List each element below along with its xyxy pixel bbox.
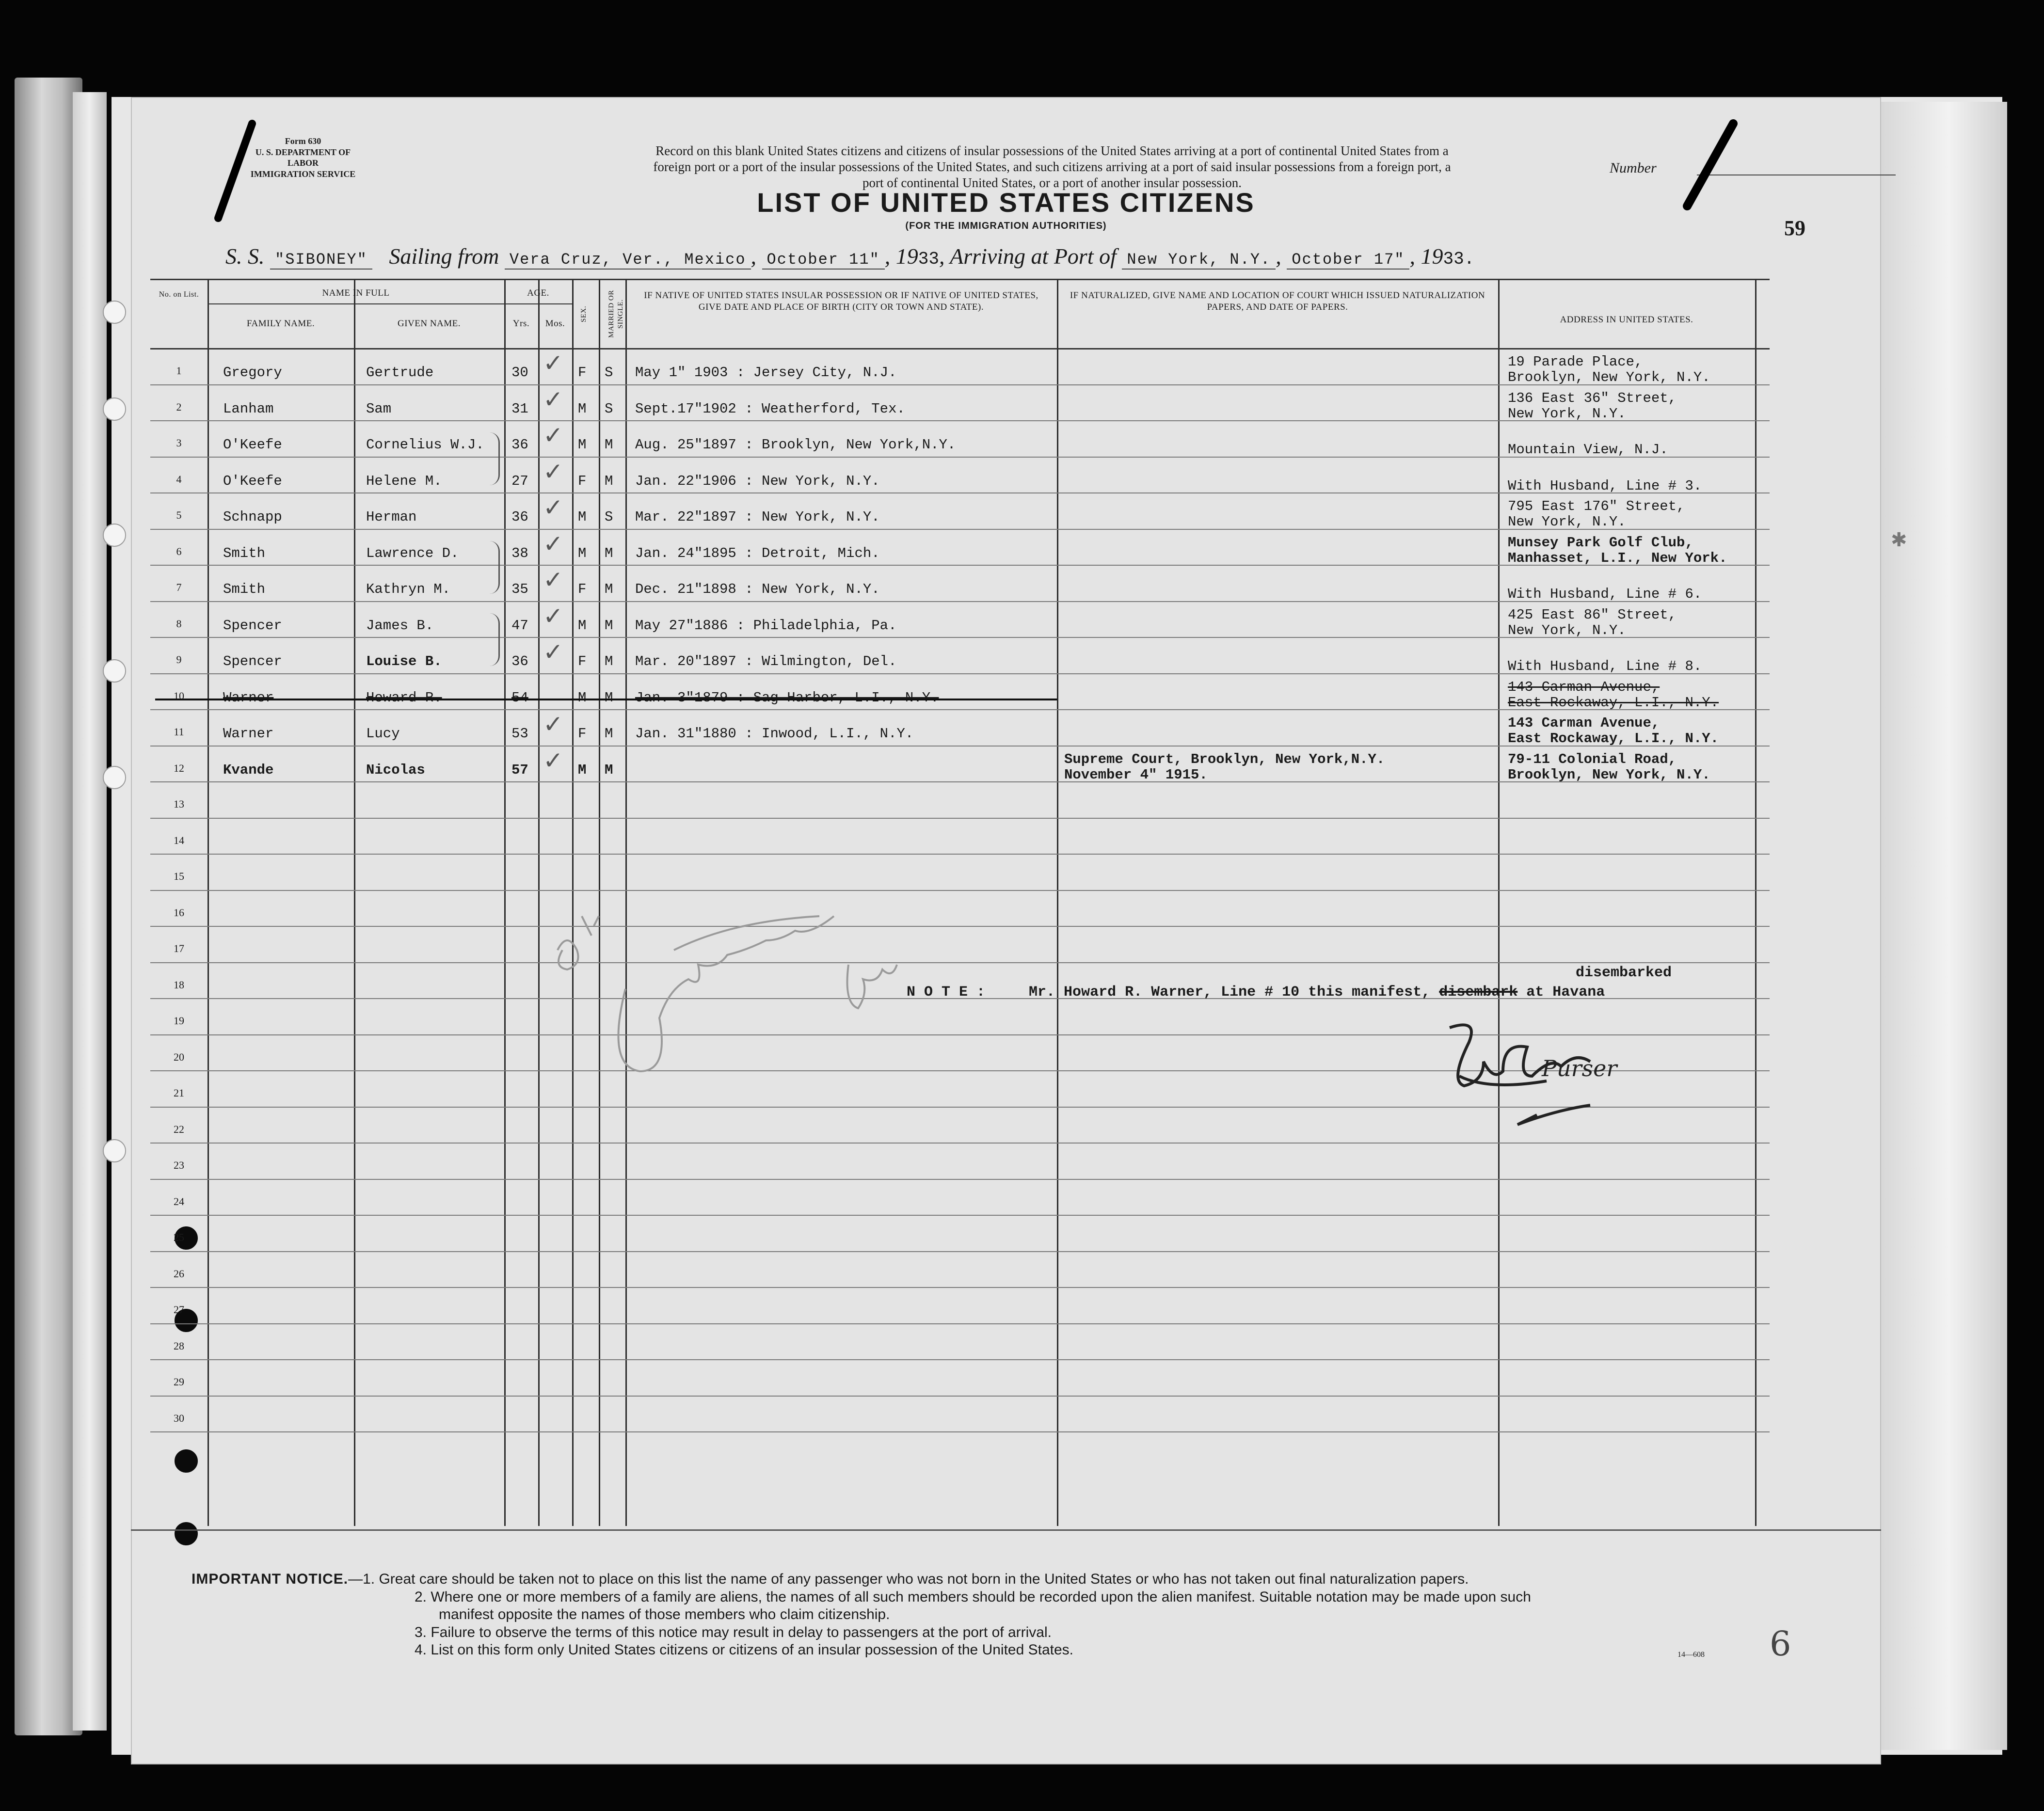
family-name: O'Keefe — [223, 437, 282, 453]
notice-item-3: 3. Failure to observe the terms of this notice may result in delay to passengers at the port of arrival. — [415, 1624, 1052, 1640]
notice-label: IMPORTANT NOTICE. — [192, 1571, 349, 1587]
row-number: 17 — [174, 942, 184, 954]
given-name: Herman — [366, 509, 417, 525]
given-name: James B. — [366, 617, 434, 634]
row-number: 16 — [174, 906, 184, 919]
address-line-1: 79-11 Colonial Road, — [1508, 751, 1677, 767]
row-number: 10 — [174, 689, 184, 702]
sex: F — [578, 653, 587, 669]
age-years: 54 — [511, 689, 528, 706]
age-years: 53 — [511, 726, 528, 742]
signature-title: Purser — [1542, 1055, 1617, 1081]
row-number: 5 — [176, 509, 182, 521]
sex: M — [578, 400, 587, 417]
age-years: 30 — [511, 365, 528, 381]
family-group-bracket — [490, 541, 500, 594]
row-rule — [150, 1359, 1770, 1360]
naturalization-date: November 4" 1915. — [1064, 766, 1208, 783]
punch-hole — [103, 1139, 126, 1162]
manifest-note — [907, 984, 1605, 1001]
page-number: 59 — [1784, 216, 1805, 240]
note-struck-word: disembark — [1439, 984, 1518, 1001]
given-name: Kathryn M. — [366, 581, 451, 597]
arrival-date: October 17" — [1287, 251, 1409, 270]
col-header-family-name: FAMILY NAME. — [246, 318, 315, 329]
family-name: Kvande — [223, 762, 274, 778]
row-rule — [150, 1431, 1770, 1432]
given-name: Lucy — [366, 726, 400, 742]
given-name: Louise B. — [366, 653, 442, 669]
number-label: Number — [1610, 160, 1657, 176]
row-number: 23 — [174, 1159, 184, 1171]
age-years: 38 — [511, 545, 528, 561]
binder-edge — [73, 92, 107, 1731]
given-name: Sam — [366, 400, 392, 417]
address-line-2: Brooklyn, New York, N.Y. — [1508, 369, 1710, 385]
row-number: 18 — [174, 978, 184, 991]
given-name: Lawrence D. — [366, 545, 459, 561]
age-years: 36 — [511, 437, 528, 453]
row-number: 3 — [176, 437, 182, 449]
marital-status: M — [605, 473, 613, 489]
col-header-years: Yrs. — [512, 318, 530, 329]
departure-port: Vera Cruz, Ver., Mexico — [505, 251, 751, 270]
check-mark-icon: ✓ — [543, 385, 563, 413]
address-line-2: New York, N.Y. — [1508, 622, 1626, 638]
page-subtitle: (FOR THE IMMIGRATION AUTHORITIES) — [905, 221, 1107, 231]
row-number: 27 — [174, 1303, 184, 1316]
address-line-2: New York, N.Y. — [1508, 405, 1626, 422]
arrival-port: New York, N.Y. — [1122, 251, 1276, 270]
marital-status: M — [605, 726, 613, 742]
row-number: 28 — [174, 1339, 184, 1352]
punch-hole — [103, 524, 126, 547]
family-group-bracket — [490, 432, 500, 485]
birth-info: May 1" 1903 : Jersey City, N.J. — [635, 365, 897, 381]
sex: M — [578, 509, 587, 525]
marital-status: M — [605, 689, 613, 706]
birth-info: Mar. 20"1897 : Wilmington, Del. — [635, 653, 897, 669]
check-mark-icon: ✓ — [543, 349, 563, 377]
birth-info: Jan. 3"1879 : Sag Harbor, L.I., N.Y. — [635, 689, 939, 706]
check-mark-icon: ✓ — [543, 457, 563, 486]
row-rule — [150, 1179, 1770, 1180]
col-header-name: NAME IN FULL — [322, 288, 390, 298]
age-years: 36 — [511, 653, 528, 669]
birth-info: Sept.17"1902 : Weatherford, Tex. — [635, 400, 905, 417]
service-name: IMMIGRATION SERVICE — [250, 169, 356, 179]
sex: M — [578, 437, 587, 453]
marital-status: M — [605, 617, 613, 634]
age-years: 36 — [511, 509, 528, 525]
note-text: Mr. Howard R. Warner, Line # 10 this manifest, — [1029, 984, 1431, 1001]
row-number: 9 — [176, 653, 182, 666]
note-label: N O T E : — [907, 984, 986, 1001]
check-mark-icon: ✓ — [543, 710, 563, 738]
pencil-annotations — [548, 911, 984, 1096]
passenger-table — [150, 279, 1770, 1526]
marital-status: M — [605, 762, 613, 778]
marital-status: M — [605, 437, 613, 453]
age-years: 35 — [511, 581, 528, 597]
address-line-2: With Husband, Line # 8. — [1508, 658, 1702, 674]
punch-hole — [103, 301, 126, 324]
row-number: 25 — [174, 1231, 184, 1243]
row-rule — [150, 1323, 1770, 1324]
address-line-2: With Husband, Line # 3. — [1508, 477, 1702, 494]
row-number: 13 — [174, 798, 184, 810]
notice-item-4: 4. List on this form only United States citizens or citizens of an insular possession of the United States. — [415, 1642, 1074, 1658]
row-rule — [150, 1396, 1770, 1397]
address-line-1: 795 East 176" Street, — [1508, 498, 1685, 514]
sex: M — [578, 617, 587, 634]
age-years: 27 — [511, 473, 528, 489]
row-number: 20 — [174, 1050, 184, 1063]
punch-hole — [103, 766, 126, 789]
row-number: 30 — [174, 1412, 184, 1424]
birth-info: Mar. 22"1897 : New York, N.Y. — [635, 509, 880, 525]
address-line-2: Mountain View, N.J. — [1508, 442, 1668, 458]
row-number: 26 — [174, 1267, 184, 1280]
row-rule — [150, 1251, 1770, 1252]
ss-label: S. S. — [225, 244, 265, 269]
adjacent-page-edge — [1862, 102, 2007, 1750]
col-header-marital: MARRIED OR SINGLE. — [607, 290, 624, 338]
sex: F — [578, 473, 587, 489]
family-name: Smith — [223, 581, 266, 597]
check-mark-icon: ✓ — [543, 638, 563, 666]
birth-info: Aug. 25"1897 : Brooklyn, New York,N.Y. — [635, 437, 956, 453]
birth-info: Jan. 24"1895 : Detroit, Mich. — [635, 545, 880, 561]
row-number: 15 — [174, 870, 184, 882]
age-years: 57 — [511, 762, 528, 778]
given-name: Helene M. — [366, 473, 442, 489]
sex: F — [578, 365, 587, 381]
check-mark-icon: ✓ — [543, 493, 563, 522]
ship-name: "SIBONEY" — [270, 251, 372, 270]
sex: M — [578, 689, 587, 706]
punch-hole — [103, 659, 126, 683]
notice-item-2-continued: manifest opposite the names of those members who claim citizenship. — [439, 1606, 890, 1623]
check-mark-icon: ✓ — [543, 421, 563, 449]
check-mark-icon: ✓ — [543, 566, 563, 594]
col-header-address: ADDRESS IN UNITED STATES. — [1560, 315, 1693, 325]
address-line-1: 425 East 86" Street, — [1508, 606, 1677, 623]
family-name: Lanham — [223, 400, 274, 417]
department-name: U. S. DEPARTMENT OF LABOR — [255, 147, 351, 168]
address-line-1: 143 Carman Avenue, — [1508, 715, 1660, 731]
address-line-2: With Husband, Line # 6. — [1508, 586, 1702, 602]
strike-line — [155, 699, 1057, 700]
row-number: 12 — [174, 762, 184, 774]
row-rule — [150, 854, 1770, 855]
naturalization-court: Supreme Court, Brooklyn, New York,N.Y. — [1064, 751, 1385, 767]
col-header-sex: SEX. — [580, 305, 588, 323]
row-number: 8 — [176, 617, 182, 630]
punch-hole — [103, 397, 126, 421]
important-notice — [192, 1571, 1840, 1659]
birth-info: Dec. 21"1898 : New York, N.Y. — [635, 581, 880, 597]
row-rule — [150, 890, 1770, 891]
sex: M — [578, 762, 587, 778]
col-header-birth: IF NATIVE OF UNITED STATES INSULAR POSSESSION OR IF NATIVE OF UNITED STATES, GIVE DATE AND PLACE OF BIRTH (CITY OR TOWN AND STATE). — [644, 290, 1038, 312]
family-group-bracket — [490, 613, 500, 666]
departure-date: October 11" — [762, 251, 885, 270]
address-line-2: Brooklyn, New York, N.Y. — [1508, 766, 1710, 783]
marital-status: M — [605, 545, 613, 561]
form-instructions: Record on this blank United States citizens and citizens of insular possessions of the United States arriving at a port of continental United States from a foreign port or a port of the insular possessions of the United States, and such citizens arriving at a port of said insular possessions from a foreign port, a port of continental United States, or a port of another insular possession. — [653, 143, 1451, 190]
col-header-naturalization: IF NATURALIZED, GIVE NAME AND LOCATION OF COURT WHICH ISSUED NATURALIZATION PAPERS, AND DATE OF PAPERS. — [1070, 290, 1485, 312]
row-number: 29 — [174, 1376, 184, 1388]
section-divider — [131, 1529, 1881, 1531]
binder-spine — [15, 78, 82, 1735]
row-rule — [150, 1215, 1770, 1216]
address-line-1: 136 East 36" Street, — [1508, 390, 1677, 406]
age-years: 47 — [511, 617, 528, 634]
address-line-2: Manhasset, L.I., New York. — [1508, 550, 1727, 566]
birth-info: Jan. 22"1906 : New York, N.Y. — [635, 473, 880, 489]
given-name: Nicolas — [366, 762, 425, 778]
notice-item-2: 2. Where one or more members of a family are aliens, the names of all such members should be recorded upon the alien manifest. Suitable notation may be made upon such — [415, 1589, 1531, 1605]
address-line-2: New York, N.Y. — [1508, 514, 1626, 530]
family-name: Gregory — [223, 365, 282, 381]
given-name: Cornelius W.J. — [366, 437, 484, 453]
form-code: 14—608 — [1677, 1651, 1705, 1659]
family-name: Spencer — [223, 653, 282, 669]
departure-year: 33 — [918, 249, 939, 269]
row-number: 7 — [176, 581, 182, 593]
address-line-2: East Rockaway, L.I., N.Y. — [1508, 694, 1719, 711]
year-prefix: 19 — [1421, 244, 1443, 269]
given-name: Gertrude — [366, 365, 434, 381]
year-prefix: 19 — [895, 244, 918, 269]
row-rule — [150, 818, 1770, 819]
arrival-year: 33. — [1443, 249, 1475, 269]
family-name: Warner — [223, 726, 274, 742]
note-insertion: disembarked — [1576, 965, 1672, 981]
pencil-number: 6 — [1770, 1624, 1791, 1664]
note-end: at Havana — [1526, 984, 1605, 1001]
page-title: LIST OF UNITED STATES CITIZENS — [757, 187, 1255, 218]
col-header-given-name: GIVEN NAME. — [397, 318, 461, 329]
row-number: 11 — [174, 726, 184, 738]
row-number: 4 — [176, 473, 182, 485]
sex: M — [578, 545, 587, 561]
check-mark-icon: ✓ — [543, 602, 563, 630]
arriving-label: , Arriving at Port of — [939, 244, 1117, 269]
address-line-1: Munsey Park Golf Club, — [1508, 534, 1693, 551]
given-name: Howard R. — [366, 689, 442, 706]
row-number: 6 — [176, 545, 182, 557]
voyage-line: S. S. "SIBONEY" Sailing from Vera Cruz, Ver., Mexico , October 11" , 1933, Arriving at Port of New York, N.Y. , October 17" , 1933. — [225, 244, 1475, 269]
check-mark-icon: ✓ — [543, 746, 563, 775]
edge-smudge: ✱ — [1891, 529, 1907, 551]
family-name: O'Keefe — [223, 473, 282, 489]
check-mark-icon: ✓ — [543, 529, 563, 558]
age-years: 31 — [511, 400, 528, 417]
family-name: Warner — [223, 689, 274, 706]
address-line-2: East Rockaway, L.I., N.Y. — [1508, 731, 1719, 747]
family-name: Schnapp — [223, 509, 282, 525]
marital-status: M — [605, 653, 613, 669]
address-line-1: 19 Parade Place, — [1508, 354, 1643, 370]
row-number: 24 — [174, 1195, 184, 1207]
col-header-no: No. on List. — [159, 290, 199, 299]
row-number: 22 — [174, 1123, 184, 1135]
row-number: 2 — [176, 400, 182, 413]
sailing-label: Sailing from — [389, 244, 499, 269]
form-number: Form 630 — [285, 136, 321, 146]
notice-item-1: —1. Great care should be taken not to place on this list the name of any passenger who was not born in the United States or who has not taken out final naturalization papers. — [348, 1571, 1469, 1587]
address-line-1: 143 Carman Avenue, — [1508, 679, 1660, 695]
manifest-sheet — [131, 97, 1881, 1764]
col-header-age: AGE. — [527, 288, 549, 298]
birth-info: Jan. 31"1880 : Inwood, L.I., N.Y. — [635, 726, 914, 742]
sex: F — [578, 726, 587, 742]
col-header-months: Mos. — [545, 318, 565, 329]
family-name: Smith — [223, 545, 266, 561]
row-number: 14 — [174, 834, 184, 846]
marital-status: S — [605, 365, 613, 381]
row-rule — [150, 1287, 1770, 1288]
family-name: Spencer — [223, 617, 282, 634]
row-number: 1 — [176, 365, 182, 377]
birth-info: May 27"1886 : Philadelphia, Pa. — [635, 617, 897, 634]
row-number: 19 — [174, 1015, 184, 1027]
row-number: 21 — [174, 1087, 184, 1099]
marital-status: S — [605, 509, 613, 525]
sex: F — [578, 581, 587, 597]
marital-status: M — [605, 581, 613, 597]
purser-signature — [1430, 1013, 1634, 1149]
marital-status: S — [605, 400, 613, 417]
